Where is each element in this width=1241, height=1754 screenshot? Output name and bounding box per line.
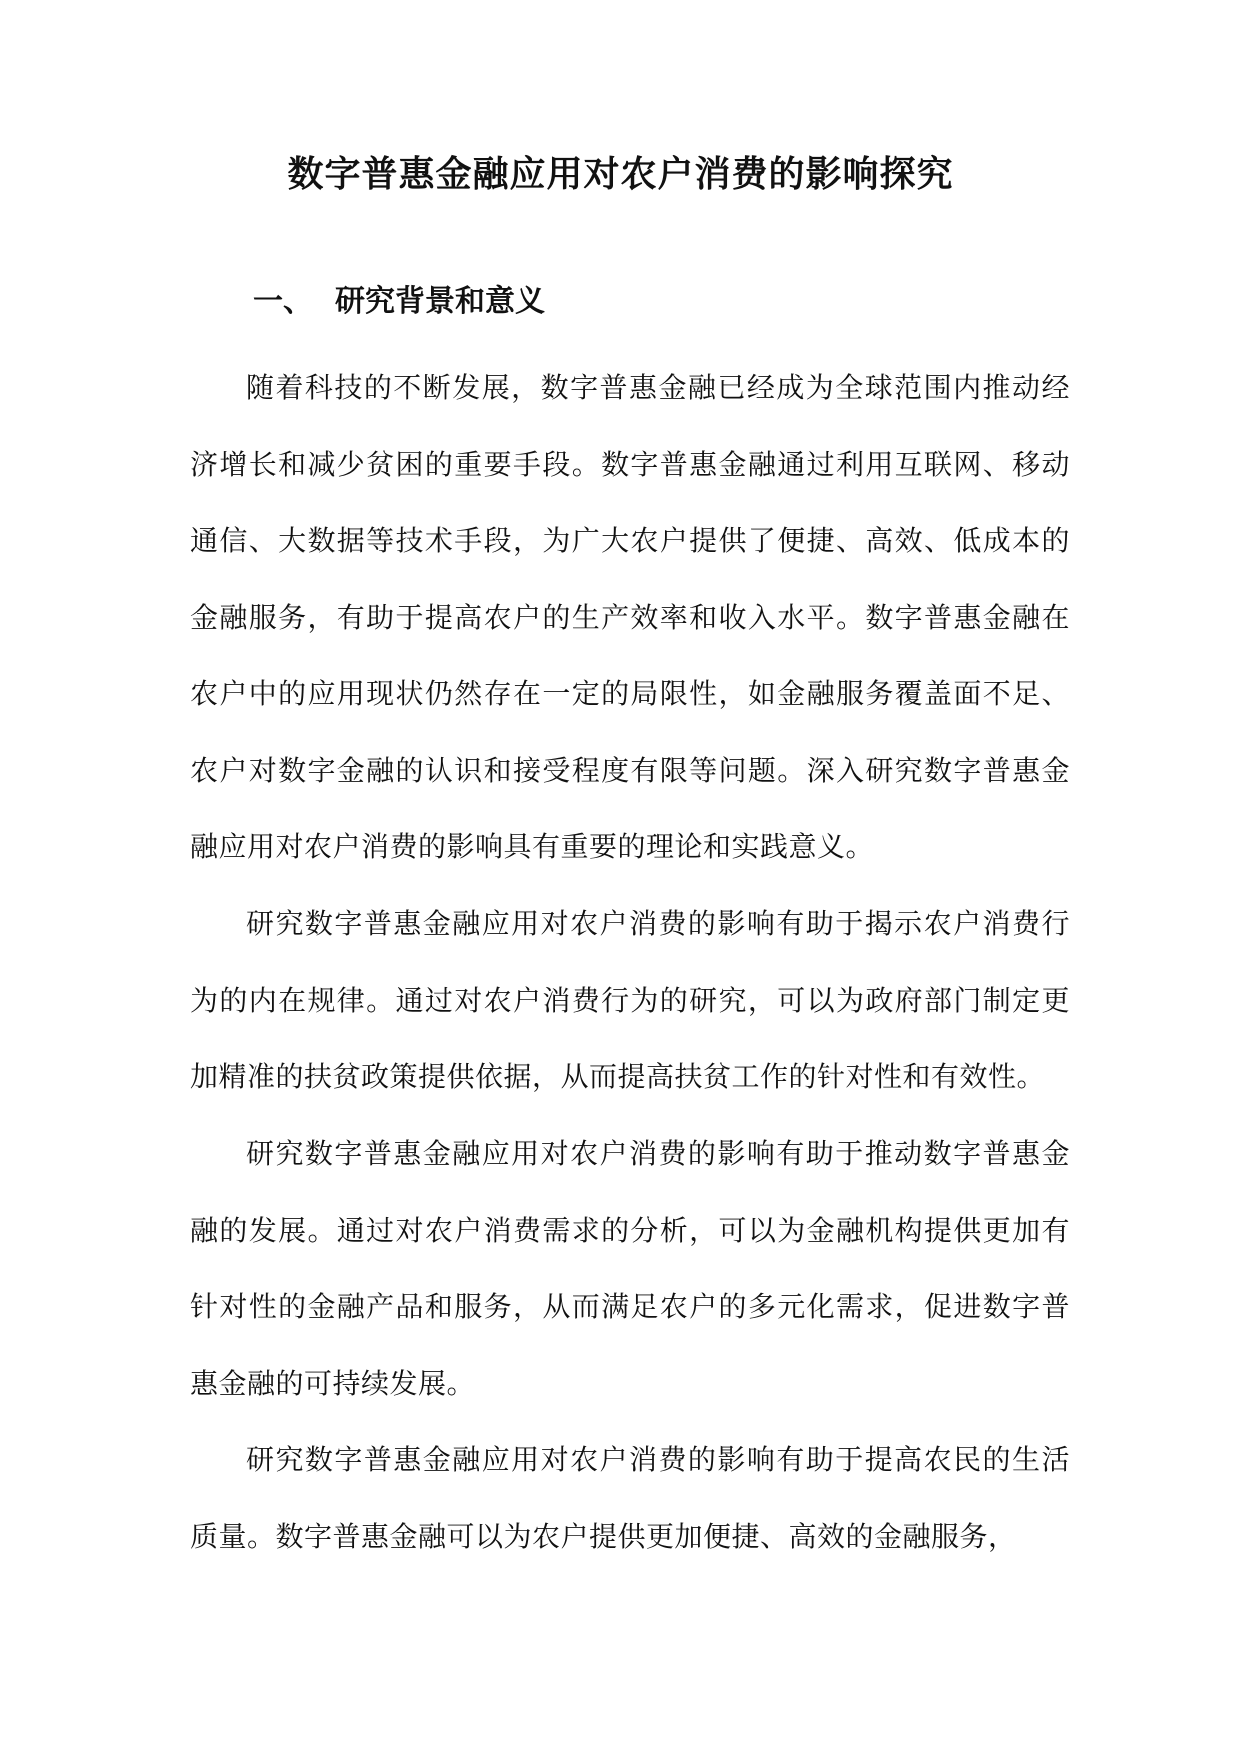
paragraph-background: 随着科技的不断发展，数字普惠金融已经成为全球范围内推动经济增长和减少贫困的重要手段。数字普惠金融通过利用互联网、移动通信、大数据等技术手段，为广大农户提供了便捷、高效、低成本的金融服务，有助于提高农户的生产效率和收入水平。数字普惠金融在农户中的应用现状仍然存在一定的局限性，如金融服务覆盖面不足、农户对数字金融的认识和接受程度有限等问题。深入研究数字普惠金融应用对农户消费的影响具有重要的理论和实践意义。 bbox=[190, 371, 1070, 863]
paragraph-consumer-behavior: 研究数字普惠金融应用对农户消费的影响有助于揭示农户消费行为的内在规律。通过对农户消费行为的研究，可以为政府部门制定更加精准的扶贫政策提供依据，从而提高扶贫工作的针对性和有效性。 bbox=[190, 907, 1070, 1093]
section-heading bbox=[253, 278, 545, 326]
paragraph-financial-development: 研究数字普惠金融应用对农户消费的影响有助于推动数字普惠金融的发展。通过对农户消费需求的分析，可以为金融机构提供更加有针对性的金融产品和服务，从而满足农户的多元化需求，促进数字普惠金融的可持续发展。 bbox=[190, 1137, 1070, 1400]
section-number: 一、 bbox=[253, 284, 313, 319]
document-title: 数字普惠金融应用对农户消费的影响探究 bbox=[287, 154, 954, 195]
section-title: 研究背景和意义 bbox=[335, 284, 545, 319]
paragraph-quality-of-life: 研究数字普惠金融应用对农户消费的影响有助于提高农民的生活质量。数字普惠金融可以为农户提供更加便捷、高效的金融服务， bbox=[190, 1443, 1070, 1553]
